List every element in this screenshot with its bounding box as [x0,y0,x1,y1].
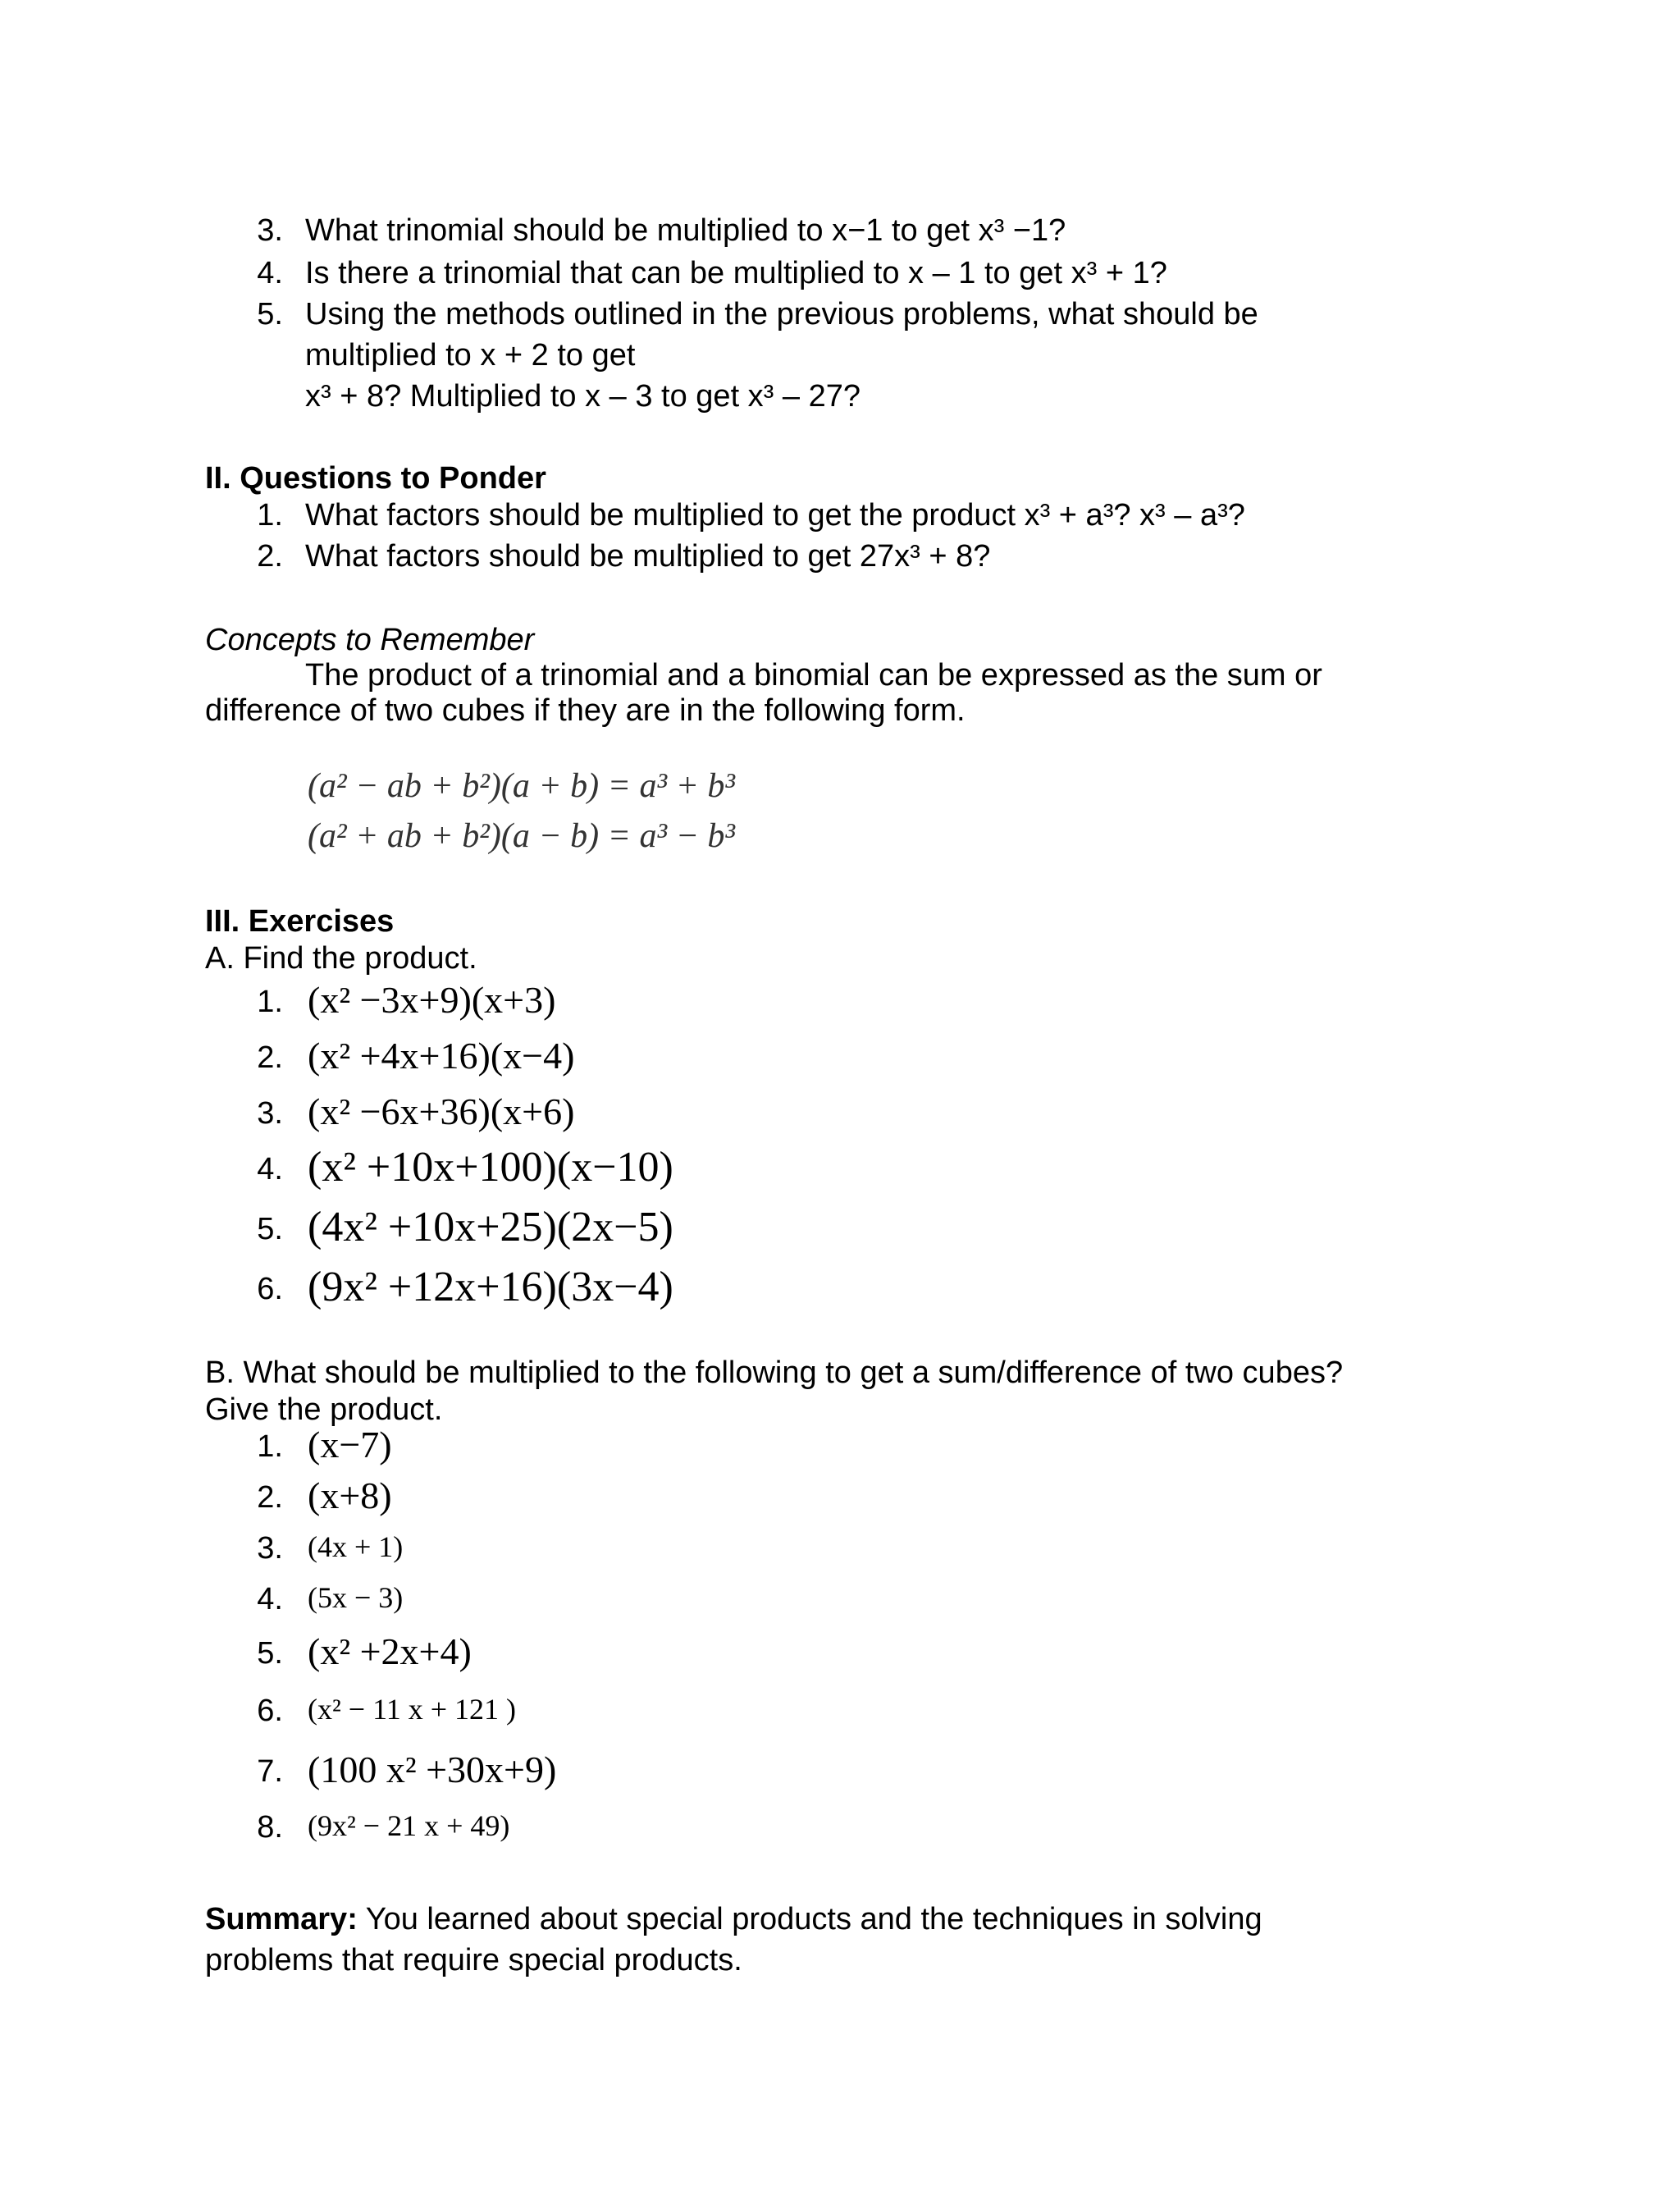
item-number: 5. [257,297,283,331]
item-number: 1. [257,498,283,533]
exercise-a-1: (x² −3x+9)(x+3) [308,979,556,1021]
exercise-b-1: (x−7) [308,1424,392,1465]
exercise-a-6: (9x² +12x+16)(3x−4) [308,1264,673,1310]
part-b-instruction-line2: Give the product. [205,1392,443,1427]
item-number: 6. [257,1694,283,1728]
exercise-b-8: (9x² − 21 x + 49) [308,1809,510,1842]
question-5-line2: multiplied to x + 2 to get [305,338,636,373]
item-number: 1. [257,1429,283,1464]
exercise-b-7: (100 x² +30x+9) [308,1749,557,1790]
exercise-a-3: (x² −6x+36)(x+6) [308,1090,575,1132]
exercise-b-3: (4x + 1) [308,1530,404,1563]
summary-line1 [205,1900,1262,1938]
question-3: What trinomial should be multiplied to x−1 to get x³ −1? [305,213,1066,248]
item-number: 5. [257,1212,283,1246]
section-heading-exercises: III. Exercises [205,904,395,939]
item-number: 3. [257,213,283,248]
exercise-b-6: (x² − 11 x + 121 ) [308,1693,517,1726]
item-number: 6. [257,1272,283,1306]
item-number: 5. [257,1636,283,1671]
concepts-text-line1: The product of a trinomial and a binomial can be expressed as the sum or [305,658,1322,693]
part-b-instruction-line1: B. What should be multiplied to the following to get a sum/difference of two cubes? [205,1356,1344,1390]
concepts-title: Concepts to Remember [205,623,535,657]
part-a-instruction: A. Find the product. [205,941,477,976]
item-number: 1. [257,985,283,1019]
ponder-question-1: What factors should be multiplied to get the product x³ + a³? x³ – a³? [305,498,1245,533]
item-number: 3. [257,1531,283,1566]
item-number: 4. [257,256,283,290]
ponder-question-2: What factors should be multiplied to get 27x³ + 8? [305,539,991,574]
item-number: 8. [257,1810,283,1845]
question-5-line1: Using the methods outlined in the previous problems, what should be [305,297,1258,331]
section-heading-ponder: II. Questions to Ponder [205,461,546,496]
exercise-a-5: (4x² +10x+25)(2x−5) [308,1204,673,1250]
concepts-text-line2: difference of two cubes if they are in the following form. [205,693,966,728]
item-number: 2. [257,1040,283,1075]
exercise-a-2: (x² +4x+16)(x−4) [308,1035,575,1077]
exercise-b-4: (5x − 3) [308,1581,404,1614]
item-number: 4. [257,1582,283,1616]
item-number: 7. [257,1754,283,1789]
formula-difference-of-cubes: (a² + ab + b²)(a − b) = a³ − b³ [308,817,736,855]
item-number: 4. [257,1152,283,1186]
exercise-b-2: (x+8) [308,1474,392,1516]
exercise-a-4: (x² +10x+100)(x−10) [308,1144,673,1191]
summary-line2: problems that require special products. [205,1943,742,1977]
question-4: Is there a trinomial that can be multiplied to x – 1 to get x³ + 1? [305,256,1167,290]
item-number: 2. [257,1480,283,1515]
formula-sum-of-cubes: (a² − ab + b²)(a + b) = a³ + b³ [308,767,736,805]
item-number: 3. [257,1096,283,1131]
exercise-b-5: (x² +2x+4) [308,1630,472,1672]
item-number: 2. [257,539,283,574]
summary-text: You learned about special products and the techniques in solving [357,1902,1262,1936]
question-5-line3: x³ + 8? Multiplied to x – 3 to get x³ – 27? [305,379,861,414]
summary-label: Summary: [205,1902,358,1936]
